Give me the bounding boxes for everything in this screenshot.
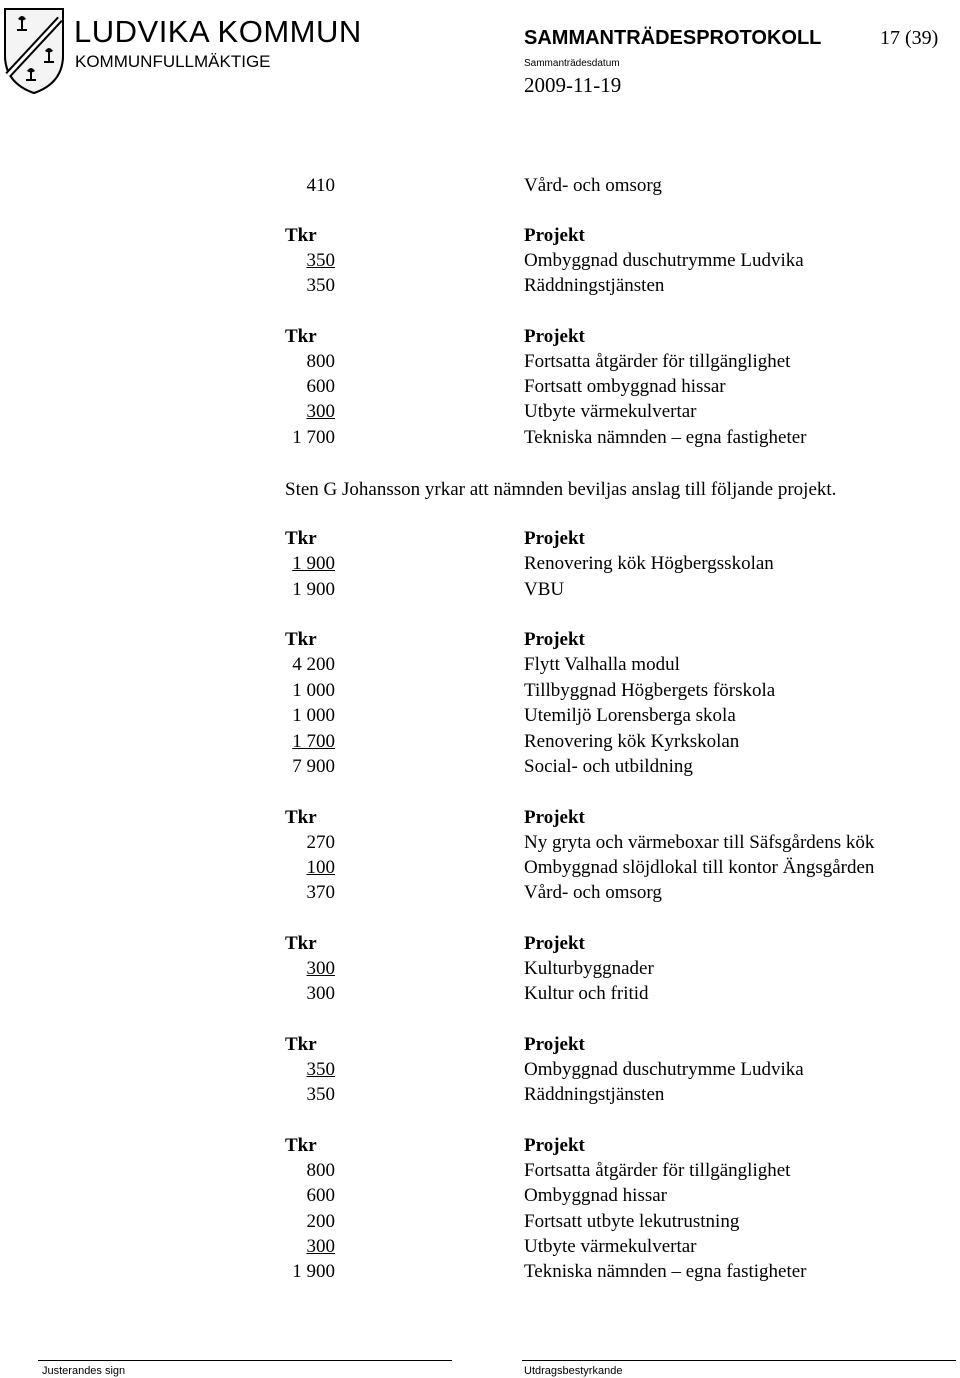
project-column-header: Projekt xyxy=(524,225,585,246)
amount: 1 700 xyxy=(292,427,335,448)
amount-column-header: Tkr xyxy=(285,1135,317,1156)
municipal-coat-of-arms-logo xyxy=(0,5,68,95)
amount: 350 xyxy=(306,1059,335,1080)
extract-certification-label: Utdragsbestyrkande xyxy=(524,1365,623,1377)
description: Kultur och fritid xyxy=(524,983,649,1004)
project-column-header: Projekt xyxy=(524,1034,585,1055)
page-number: 17 (39) xyxy=(880,27,939,49)
project-column-header: Projekt xyxy=(524,807,585,828)
amount-column-header: Tkr xyxy=(285,933,317,954)
amount: 4 200 xyxy=(292,654,335,675)
amount: 1 700 xyxy=(292,731,335,752)
description: Renovering kök Högbergsskolan xyxy=(524,553,774,574)
description: Ombyggnad duschutrymme Ludvika xyxy=(524,1059,804,1080)
amount: 600 xyxy=(306,1185,335,1206)
description: Utemiljö Lorensberga skola xyxy=(524,705,736,726)
organization-department: KOMMUNFULLMÄKTIGE xyxy=(75,52,271,71)
amount: 270 xyxy=(306,832,335,853)
description: Räddningstjänsten xyxy=(524,275,665,296)
amount: 800 xyxy=(306,351,335,372)
document-title: SAMMANTRÄDESPROTOKOLL xyxy=(524,27,822,49)
amount-column-header: Tkr xyxy=(285,629,317,650)
footer-divider-right xyxy=(522,1360,956,1361)
amount: 1 000 xyxy=(292,680,335,701)
description: Tekniska nämnden – egna fastigheter xyxy=(524,427,807,448)
description: Fortsatta åtgärder för tillgänglighet xyxy=(524,351,791,372)
amount: 410 xyxy=(306,175,335,196)
initials-signature-label: Justerandes sign xyxy=(42,1365,126,1377)
amount-column-header: Tkr xyxy=(285,528,317,549)
description: Räddningstjänsten xyxy=(524,1084,665,1105)
project-column-header: Projekt xyxy=(524,326,585,347)
description: Fortsatt ombyggnad hissar xyxy=(524,376,726,397)
description: Fortsatta åtgärder för tillgänglighet xyxy=(524,1160,791,1181)
motion-text: Sten G Johansson yrkar att nämnden beviljas anslag till följande projekt. xyxy=(285,479,837,500)
amount: 300 xyxy=(306,983,335,1004)
amount: 1 900 xyxy=(292,553,335,574)
amount: 370 xyxy=(306,882,335,903)
amount: 350 xyxy=(306,1084,335,1105)
amount: 7 900 xyxy=(292,756,335,777)
amount-column-header: Tkr xyxy=(285,807,317,828)
description: Tillbyggnad Högbergets förskola xyxy=(524,680,776,701)
organization-name: LUDVIKA KOMMUN xyxy=(74,14,362,49)
description: Social- och utbildning xyxy=(524,756,693,777)
amount-column-header: Tkr xyxy=(285,326,317,347)
description: Kulturbyggnader xyxy=(524,958,654,979)
project-column-header: Projekt xyxy=(524,1135,585,1156)
description: Renovering kök Kyrkskolan xyxy=(524,731,740,752)
footer-divider-left xyxy=(38,1360,452,1361)
meeting-date: 2009-11-19 xyxy=(524,73,622,97)
description: Vård- och omsorg xyxy=(524,175,662,196)
description: Flytt Valhalla modul xyxy=(524,654,680,675)
amount: 600 xyxy=(306,376,335,397)
amount: 800 xyxy=(306,1160,335,1181)
amount: 100 xyxy=(306,857,335,878)
description: Fortsatt utbyte lekutrustning xyxy=(524,1211,740,1232)
amount: 350 xyxy=(306,250,335,271)
description: Ombyggnad hissar xyxy=(524,1185,668,1206)
project-column-header: Projekt xyxy=(524,933,585,954)
amount: 300 xyxy=(306,401,335,422)
description: Tekniska nämnden – egna fastigheter xyxy=(524,1261,807,1282)
amount: 350 xyxy=(306,275,335,296)
amount-column-header: Tkr xyxy=(285,225,317,246)
amount: 1 900 xyxy=(292,1261,335,1282)
description: Ombyggnad slöjdlokal till kontor Ängsgården xyxy=(524,857,875,878)
project-column-header: Projekt xyxy=(524,629,585,650)
amount: 1 900 xyxy=(292,579,335,600)
project-column-header: Projekt xyxy=(524,528,585,549)
amount: 1 000 xyxy=(292,705,335,726)
amount: 200 xyxy=(306,1211,335,1232)
description: Utbyte värmekulvertar xyxy=(524,401,697,422)
description: Ny gryta och värmeboxar till Säfsgårdens kök xyxy=(524,832,875,853)
description: Utbyte värmekulvertar xyxy=(524,1236,697,1257)
description: VBU xyxy=(524,579,565,600)
amount-column-header: Tkr xyxy=(285,1034,317,1055)
amount: 300 xyxy=(306,1236,335,1257)
description: Vård- och omsorg xyxy=(524,882,662,903)
meeting-date-label: Sammanträdesdatum xyxy=(524,58,620,69)
amount: 300 xyxy=(306,958,335,979)
description: Ombyggnad duschutrymme Ludvika xyxy=(524,250,804,271)
